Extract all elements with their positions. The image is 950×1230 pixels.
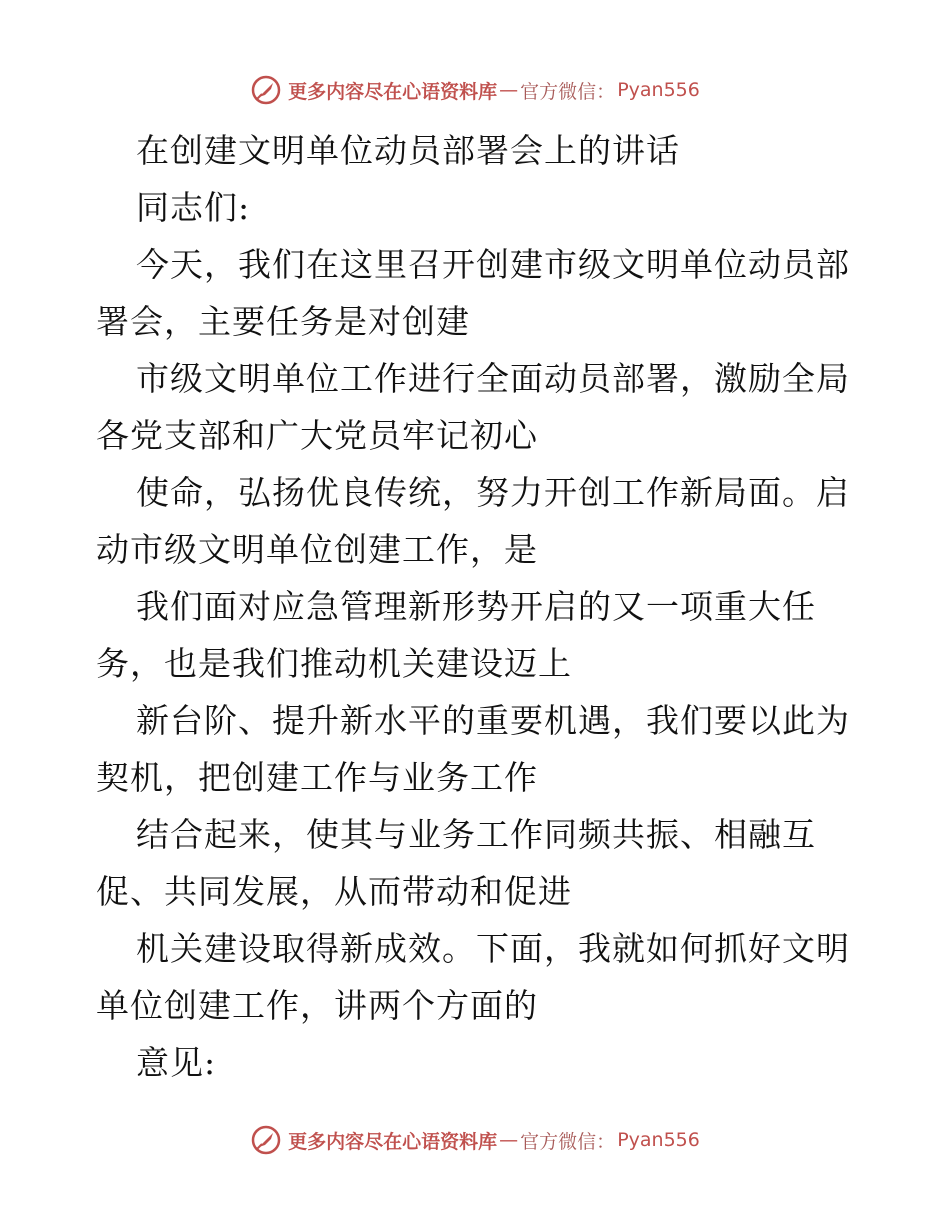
- text-line: 动市级文明单位创建工作，是: [96, 530, 538, 569]
- watermark-dash: —: [499, 1129, 519, 1151]
- salutation: 同志们:: [136, 188, 251, 227]
- watermark-wechat-label: 官方微信：: [520, 80, 616, 103]
- text-line: 新台阶、提升新水平的重要机遇，我们要以此为: [136, 701, 850, 740]
- text-line: 结合起来，使其与业务工作同频共振、相融互: [136, 815, 816, 854]
- watermark-wechat-id: Pyan556: [617, 1129, 700, 1151]
- footer-watermark: [0, 1120, 950, 1160]
- text-line: 使命，弘扬优良传统，努力开创工作新局面。启: [136, 473, 850, 512]
- text-line: 契机，把创建工作与业务工作: [96, 758, 538, 797]
- text-line: 务，也是我们推动机关建设迈上: [96, 644, 572, 683]
- watermark-wechat-label: 官方微信：: [520, 1130, 616, 1153]
- watermark-dash: —: [499, 79, 519, 101]
- text-line: 各党支部和广大党员牢记初心: [96, 416, 538, 455]
- quill-logo-icon: [250, 74, 282, 106]
- text-line: 机关建设取得新成效。下面，我就如何抓好文明: [136, 929, 850, 968]
- text-line: 促、共同发展，从而带动和促进: [96, 872, 572, 911]
- watermark-main-text: 更多内容尽在心语资料库: [288, 1130, 498, 1153]
- text-line: 市级文明单位工作进行全面动员部署，激励全局: [136, 359, 850, 398]
- document-body: [96, 122, 856, 1091]
- document-title: 在创建文明单位动员部署会上的讲话: [136, 131, 680, 170]
- header-watermark: [0, 70, 950, 110]
- text-line: 署会，主要任务是对创建: [96, 302, 470, 341]
- text-line: 今天，我们在这里召开创建市级文明单位动员部: [136, 245, 850, 284]
- watermark-main-text: 更多内容尽在心语资料库: [288, 80, 498, 103]
- text-line: 我们面对应急管理新形势开启的又一项重大任: [136, 587, 816, 626]
- text-line: 单位创建工作，讲两个方面的: [96, 986, 538, 1025]
- watermark-wechat-id: Pyan556: [617, 79, 700, 101]
- text-line: 意见:: [136, 1043, 217, 1082]
- quill-logo-icon: [250, 1124, 282, 1156]
